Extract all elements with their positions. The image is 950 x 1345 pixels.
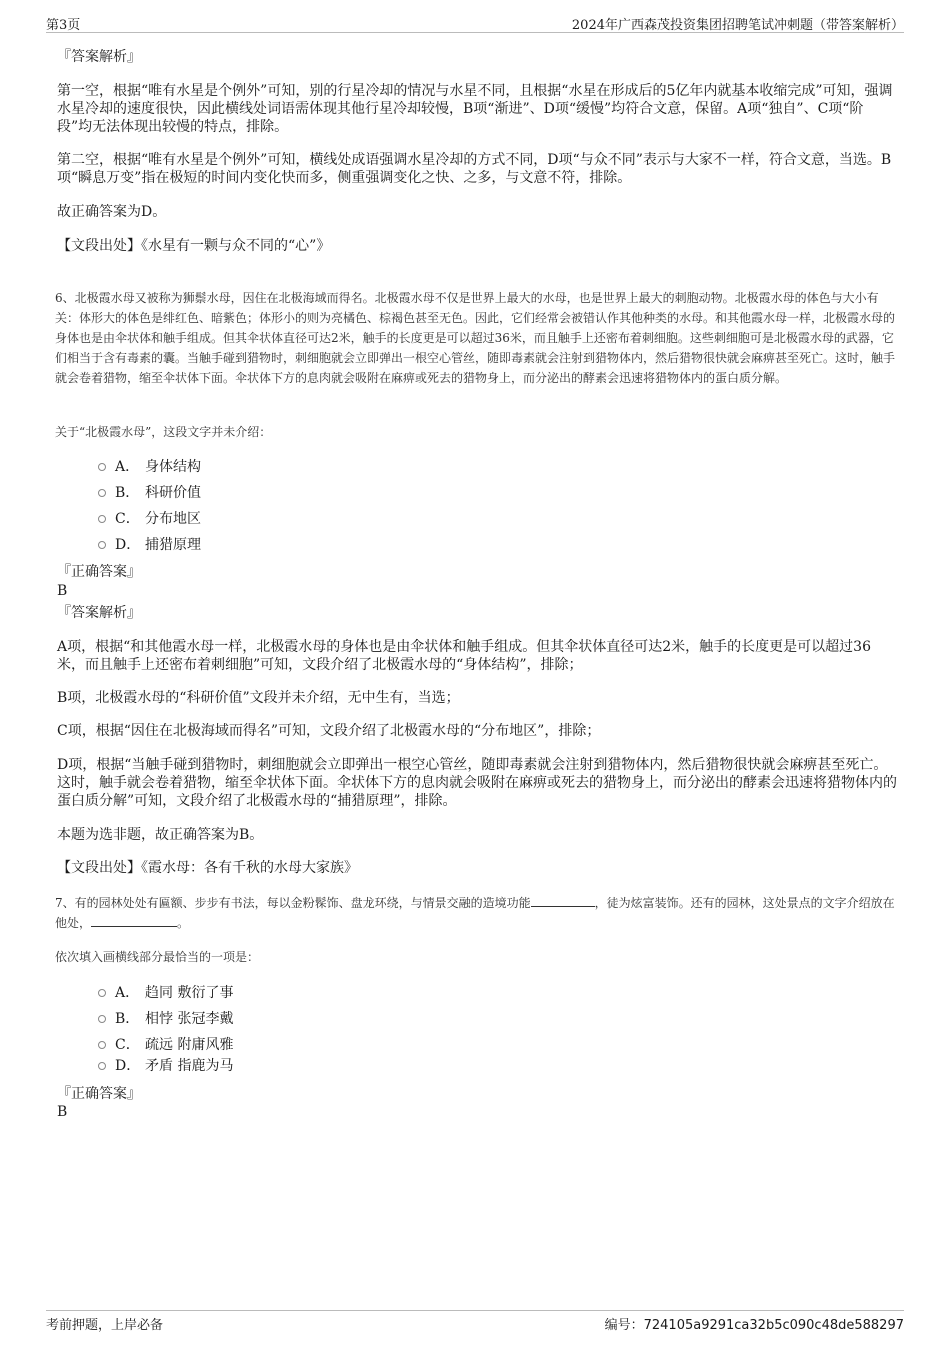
q6-stem: 6、北极霞水母又被称为狮鬃水母，因住在北极海域而得名。北极霞水母不仅是世界上最大的水母，也是世界上最大的刺胞动物。北极霞水母的体色与大小有关：体形大的体色是绯红色、暗紫色；体形小的则为亮橘色、棕褐色甚至无色。因此，它们经常会被错认作其他种类的水母。和其他霞水母一样，北极霞水母的身体也是由伞状体和触手组成。但其伞状体直径可达2米，触手的长度更是可以超过36米，而且触手上还密布着刺细胞。这些刺细胞可是北极霞水母的武器，它们相当于含有毒素的囊。当触手碰到猎物时，刺细胞就会立即弹出一根空心管丝，随即毒素就会注射到猎物体内，然后猎物很快就会麻痹甚至死亡。这时，触手就会卷着猎物，缩至伞状体下面。伞状体下方的息肉就会吸附在麻痹或死去的猎物身上，而分泌出的酵素会迅速将猎物体内的蛋白质分解。 [55,291,896,385]
radio-icon[interactable] [98,1015,106,1023]
option-letter: C． [115,1037,140,1053]
q6-source: 【文段出处】《霞水母：各有千秋的水母大家族》 [57,860,358,876]
q7-stem [55,893,897,933]
q7-option-b[interactable] [98,1009,233,1029]
option-text: 身体结构 [145,459,201,475]
q6-analysis-c: C项，根据“因住在北极海域而得名”可知，文段介绍了北极霞水母的“分布地区”，排除； [57,723,601,739]
q7-option-c[interactable] [98,1035,233,1055]
option-letter: C． [115,511,140,527]
option-letter: D． [115,537,141,553]
q7-blank-2 [91,914,177,927]
q6-analysis-label: 『答案解析』 [57,605,141,621]
document-title: 2024年广西森茂投资集团招聘笔试冲刺题（带答案解析） [571,18,904,33]
radio-icon[interactable] [98,1041,106,1049]
option-letter: A． [115,985,140,1001]
q6-conclusion: 本题为选非题，故正确答案为B。 [57,827,264,843]
option-text: 趋同 敷衍了事 [145,985,234,1001]
option-text: 科研价值 [145,485,201,501]
option-text: 矛盾 指鹿为马 [145,1058,234,1074]
q7-option-d[interactable] [98,1056,233,1076]
q5-analysis-para-1: 第一空，根据“唯有水星是个例外”可知，别的行星冷却的情况与水星不同，且根据“水星在形成后的5亿年内就基本收缩完成”可知，强调水星冷却的速度很快，因此横线处词语需体现其他行星冷却较慢，B项“渐进”、D项“缓慢”均符合文意，保留。A项“独自”、C项“阶段”均无法体现出较慢的特点，排除。 [57,83,893,135]
q6-correct-label: 『正确答案』 [57,564,141,580]
q5-analysis-label: 『答案解析』 [57,49,141,65]
radio-icon[interactable] [98,541,106,549]
radio-icon[interactable] [98,1062,106,1070]
option-letter: D． [115,1058,141,1074]
page-number: 第3页 [46,18,81,33]
option-letter: A． [115,459,140,475]
option-text: 相悖 张冠李戴 [145,1011,234,1027]
footer-divider [46,1310,904,1311]
q7-stem-part-2: ，徒为炫富装饰。还有的园林，这处景点的文字介绍放在他处， [55,896,895,930]
q7-blank-1 [531,894,595,907]
q5-analysis-para-2: 第二空，根据“唯有水星是个例外”可知，横线处成语强调水星冷却的方式不同，D项“与众不同”表示与大家不一样，符合文意，当选。B项“瞬息万变”指在极短的时间内变化快而多，侧重强调变化之快、之多，与文意不符，排除。 [57,152,892,186]
q6-analysis-d: D项，根据“当触手碰到猎物时，刺细胞就会立即弹出一根空心管丝，随即毒素就会注射到猎物体内，然后猎物很快就会麻痹甚至死亡。这时，触手就会卷着猎物，缩至伞状体下面。伞状体下方的息肉就会吸附在麻痹或死去的猎物身上，而分泌出的酵素会迅速将猎物体内的蛋白质分解”可知，文段介绍了北极霞水母的“捕猎原理”，排除。 [57,757,897,809]
radio-icon[interactable] [98,463,106,471]
footer-slogan: 考前押题，上岸必备 [46,1318,164,1333]
q6-correct-answer: B [57,583,68,599]
q6-analysis-b: B项，北极霞水母的“科研价值”文段并未介绍，无中生有，当选； [57,690,460,706]
q6-option-b[interactable] [98,483,201,503]
radio-icon[interactable] [98,489,106,497]
option-text: 分布地区 [145,511,201,527]
q7-option-a[interactable] [98,983,233,1003]
q6-option-c[interactable] [98,509,201,529]
option-text: 捕猎原理 [145,537,201,553]
option-letter: B． [115,485,140,501]
option-text: 疏远 附庸风雅 [145,1037,234,1053]
q7-stem-part-3: 。 [177,916,190,930]
q5-source: 【文段出处】《水星有一颗与众不同的“心”》 [57,238,331,254]
footer-code [605,1314,904,1333]
q7-correct-label: 『正确答案』 [57,1086,141,1102]
q6-option-a[interactable] [98,457,201,477]
q7-correct-answer: B [57,1104,68,1120]
code-value: 724105a9291ca32b5c090c48de588297 [643,1318,904,1333]
q5-conclusion: 故正确答案为D。 [57,204,167,220]
code-label: 编号： [604,1318,644,1333]
q6-option-d[interactable] [98,535,201,555]
option-letter: B． [115,1011,140,1027]
radio-icon[interactable] [98,989,106,997]
header-divider [46,32,904,33]
q6-prompt: 关于“北极霞水母”，这段文字并未介绍： [55,425,272,439]
radio-icon[interactable] [98,515,106,523]
q7-stem-part-1: 7、有的园林处处有匾额、步步有书法，每以金粉髹饰、盘龙环绕，与情景交融的造境功能 [55,896,531,910]
q6-analysis-a: A项，根据“和其他霞水母一样，北极霞水母的身体也是由伞状体和触手组成。但其伞状体直径可达2米，触手的长度更是可以超过36米，而且触手上还密布着刺细胞”可知，文段介绍了北极霞水母的“身体结构”，排除； [57,639,871,673]
q7-prompt: 依次填入画横线部分最恰当的一项是： [55,950,260,964]
